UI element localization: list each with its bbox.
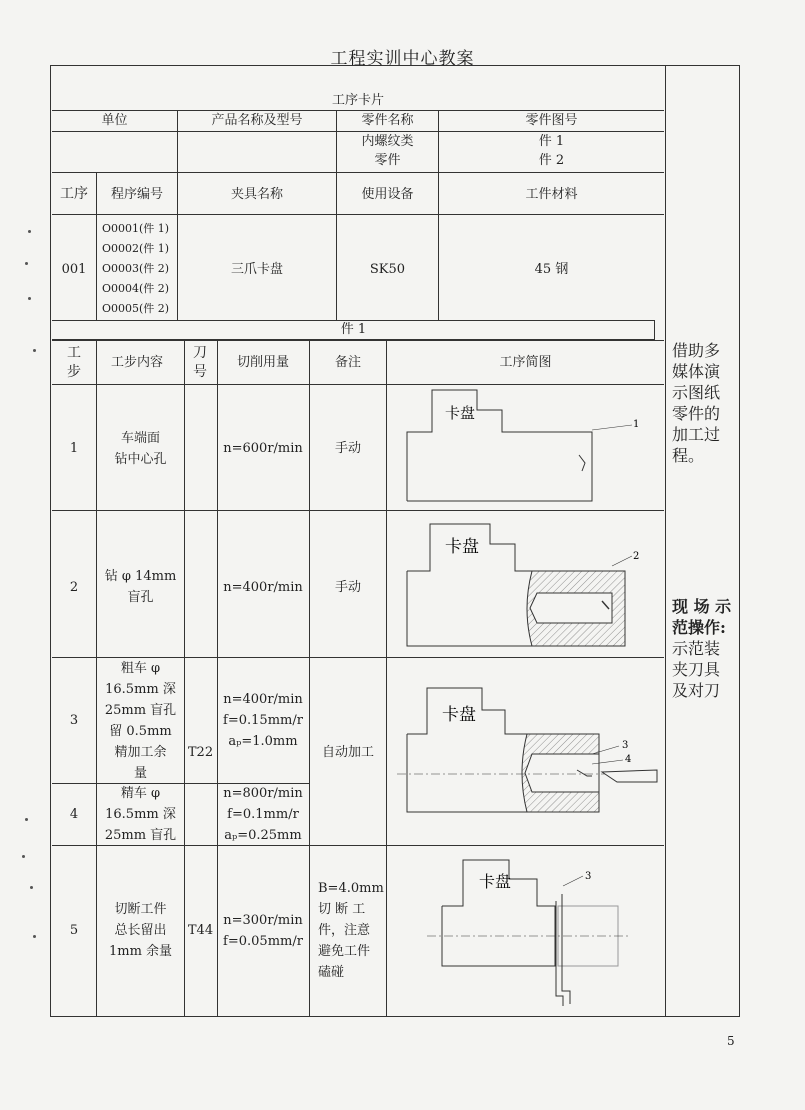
step5-note-1: B=4.0mm	[318, 881, 384, 896]
step2-note-1: 手动	[334, 580, 361, 595]
step3-no: 3	[69, 713, 79, 728]
head-material: 工件材料	[525, 187, 578, 202]
part-name-2: 零件	[374, 153, 401, 168]
step3-note-1: 自动加工	[321, 745, 374, 760]
head-program: 程序编号	[110, 187, 163, 202]
program-1: O0001(件 1)	[102, 222, 170, 235]
step5-note-5: 磕碰	[318, 965, 345, 980]
step2-content-2: 盲孔	[127, 590, 154, 605]
diagram-step1	[387, 385, 663, 509]
page-title: 工程实训中心教案	[330, 49, 475, 69]
step3-content-6: 量	[133, 766, 147, 781]
page-number: 5	[727, 1034, 735, 1048]
step3-params-1: n=400r/min	[223, 692, 303, 707]
step2-content-1: 钻 φ 14mm	[104, 569, 177, 584]
step3-params-3: aₚ=1.0mm	[228, 734, 298, 749]
step4-params-3: aₚ=0.25mm	[224, 828, 302, 843]
step5-no: 5	[69, 923, 79, 938]
step5-params-1: n=300r/min	[223, 913, 303, 928]
step5-params-2: f=0.05mm/r	[223, 934, 303, 949]
diagram3-label-a: 3	[622, 740, 629, 751]
diagram-step3-4	[387, 658, 663, 844]
head-equipment: 使用设备	[361, 187, 414, 202]
tool-t44: T44	[187, 923, 214, 938]
diagram5-chuck-label: 卡盘	[479, 872, 512, 891]
step1-no: 1	[69, 441, 79, 456]
part-no-1: 件 1	[538, 134, 565, 149]
diagram3-label-b: 4	[625, 754, 632, 765]
step5-note-4: 避免工件	[318, 944, 371, 959]
sidebar-note-1: 借助多 媒体演 示图纸 零件的 加工过 程。	[672, 341, 721, 465]
part-name-1: 内螺纹类	[361, 134, 414, 149]
head-process-1: 工序	[60, 186, 88, 202]
step3-content-2: 16.5mm 深	[105, 682, 176, 697]
program-2: O0002(件 1)	[102, 242, 170, 255]
equipment: SK50	[369, 262, 406, 277]
col-step: 工步	[67, 345, 81, 380]
col-content: 工步内容	[110, 355, 163, 370]
step5-content-1: 切断工件	[114, 902, 167, 917]
step2-no: 2	[69, 580, 79, 595]
step4-params-2: f=0.1mm/r	[227, 807, 299, 822]
step4-content-1: 精车 φ	[120, 786, 161, 801]
diagram1-chuck-label: 卡盘	[445, 404, 476, 422]
col-diagram: 工序简图	[499, 355, 552, 370]
head-unit: 单位	[101, 113, 128, 128]
step4-params-1: n=800r/min	[223, 786, 303, 801]
step2-params-1: n=400r/min	[223, 580, 303, 595]
head-part-no: 零件图号	[525, 113, 578, 128]
head-fixture: 夹具名称	[230, 187, 283, 202]
tool-t22: T22	[187, 745, 214, 760]
step3-content-4: 留 0.5mm	[109, 724, 172, 739]
step5-content-2: 总长留出	[114, 923, 167, 938]
step4-content-2: 16.5mm 深	[105, 807, 176, 822]
col-params: 切削用量	[236, 355, 289, 370]
head-product: 产品名称及型号	[211, 113, 303, 128]
part1-title: 件 1	[340, 322, 367, 337]
step3-content-1: 粗车 φ	[120, 661, 161, 676]
step4-no: 4	[69, 807, 79, 822]
step1-params-1: n=600r/min	[223, 441, 303, 456]
step3-content-3: 25mm 盲孔	[104, 703, 177, 718]
step4-content-3: 25mm 盲孔	[104, 828, 177, 843]
part-no-2: 件 2	[538, 153, 565, 168]
diagram-step5	[387, 846, 663, 1014]
diagram5-label: 3	[585, 871, 592, 882]
step1-content-2: 钻中心孔	[114, 452, 167, 467]
step1-content-1: 车端面	[120, 431, 160, 446]
diagram1-label: 1	[633, 419, 640, 430]
step3-content-5: 精加工余	[114, 745, 167, 760]
diagram3-chuck-label: 卡盘	[442, 705, 476, 725]
col-note: 备注	[334, 355, 361, 370]
fixture: 三爪卡盘	[230, 262, 283, 277]
step5-note-3: 件，注意	[318, 923, 371, 938]
diagram-step2	[387, 511, 663, 656]
program-4: O0004(件 2)	[102, 282, 170, 295]
step5-note-2: 切 断 工	[318, 902, 366, 917]
step5-content-3: 1mm 余量	[108, 944, 173, 959]
col-tool: 刀号	[193, 345, 207, 380]
sidebar-note-2: 现 场 示 范操作: 示范装 夹刀具 及对刀	[672, 597, 732, 700]
step1-note-1: 手动	[334, 441, 361, 456]
diagram2-chuck-label: 卡盘	[445, 537, 479, 557]
process-no: 001	[61, 262, 87, 277]
program-3: O0003(件 2)	[102, 262, 170, 275]
sidebar-divider	[665, 66, 666, 1016]
head-part-name: 零件名称	[361, 113, 414, 128]
step3-params-2: f=0.15mm/r	[223, 713, 303, 728]
diagram2-label: 2	[633, 551, 640, 562]
card-title: 工序卡片	[331, 93, 384, 108]
material: 45 钢	[534, 262, 569, 277]
program-5: O0005(件 2)	[102, 302, 170, 315]
